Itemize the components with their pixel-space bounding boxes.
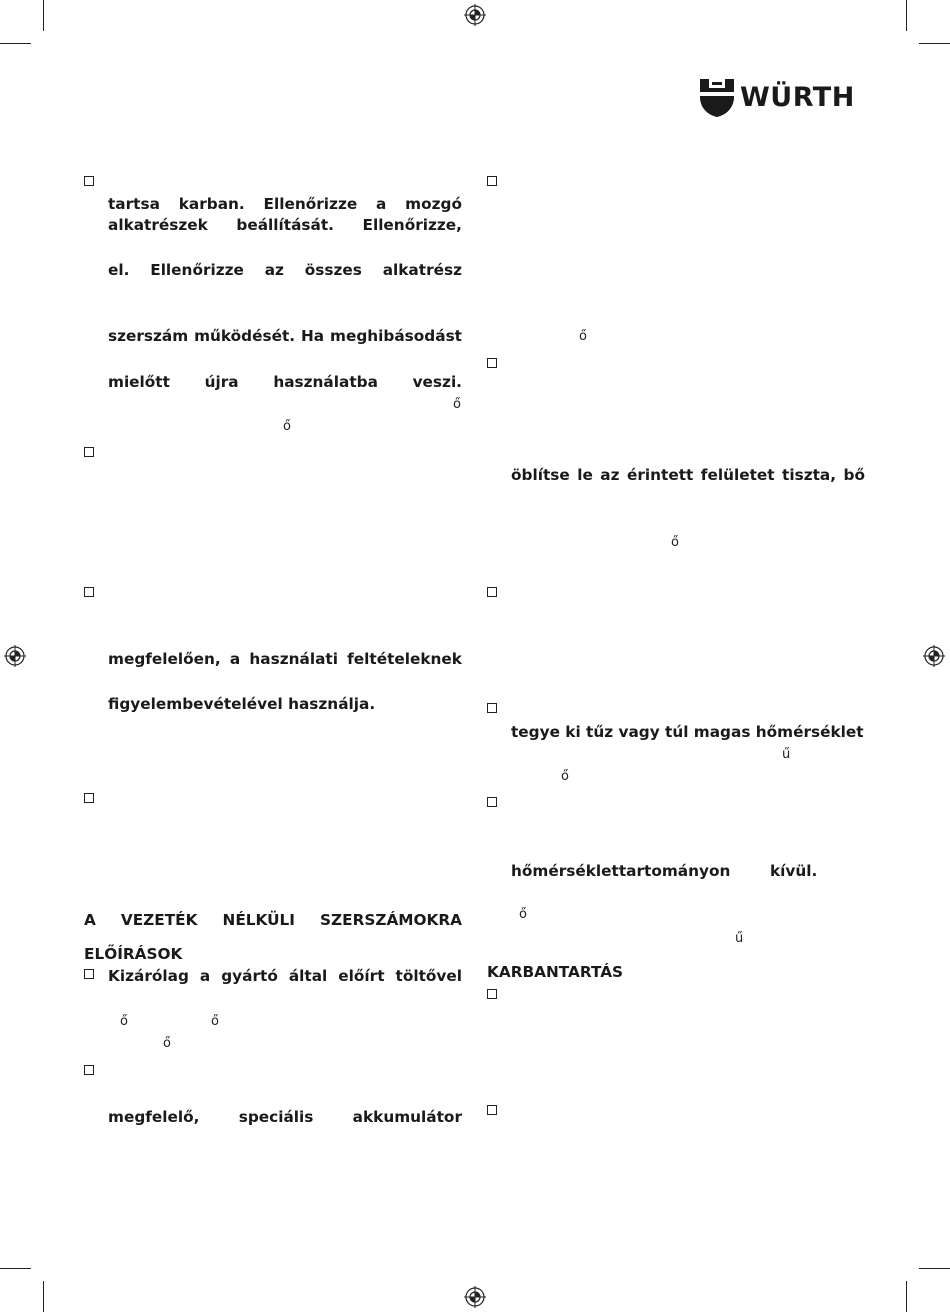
glyph-right-a: ő <box>579 329 587 344</box>
section-heading-cordless-line-2: ELŐÍRÁSOK <box>84 945 183 963</box>
brand-name: WÜRTH <box>740 82 855 113</box>
checkbox-right-2 <box>487 358 497 368</box>
checkbox-right-1 <box>487 176 497 186</box>
glyph-right-c: ű <box>782 747 791 762</box>
left-line-4: szerszám működését. Ha meghibásodást <box>108 327 462 345</box>
brand-logo <box>700 79 855 117</box>
left-line-2: alkatrészek beállítását. Ellenőrizze, <box>108 216 462 234</box>
checkbox-left-4 <box>84 793 94 803</box>
checkbox-left-2 <box>84 447 94 457</box>
checkbox-left-5 <box>84 969 94 979</box>
crop-mark-top-right-v <box>906 0 907 31</box>
crop-mark-top-right-h <box>919 43 950 44</box>
section-heading-cordless-line-1: A VEZETÉK NÉLKÜLI SZERSZÁMOKRA <box>84 911 462 929</box>
glyph-left-e: ő <box>163 1036 171 1051</box>
crop-mark-bottom-left-h <box>0 1268 31 1269</box>
registration-mark-bottom-icon <box>464 1286 486 1308</box>
left-line-1: tartsa karban. Ellenőrizze a mozgó <box>108 195 462 213</box>
glyph-right-b: ő <box>671 535 679 550</box>
right-line-1: öblítse le az érintett felületet tiszta, bő <box>511 466 865 484</box>
checkbox-left-6 <box>84 1065 94 1075</box>
glyph-left-a: ő <box>453 397 461 412</box>
right-line-3a: hőmérséklettartományon <box>511 862 731 880</box>
left-line-5: mielőtt újra használatba veszi. <box>108 373 462 391</box>
crop-mark-bottom-left-v <box>43 1281 44 1312</box>
crop-mark-top-left-v <box>43 0 44 31</box>
section-heading-maintenance: KARBANTARTÁS <box>487 963 624 981</box>
glyph-left-d: ő <box>211 1014 219 1029</box>
glyph-right-f: ű <box>735 931 744 946</box>
registration-mark-left-icon <box>4 645 26 667</box>
crop-mark-top-left-h <box>0 43 31 44</box>
crop-mark-bottom-right-v <box>906 1281 907 1312</box>
checkbox-left-1 <box>84 176 94 186</box>
left-line-7: figyelembevételével használja. <box>108 695 376 713</box>
checkbox-right-5 <box>487 797 497 807</box>
checkbox-right-6 <box>487 989 497 999</box>
right-line-3b: kívül. <box>770 862 818 880</box>
crop-mark-bottom-right-h <box>919 1268 950 1269</box>
registration-mark-top-icon <box>464 4 486 26</box>
left-line-9: megfelelő, speciális akkumulátor <box>108 1108 462 1126</box>
glyph-right-e: ő <box>519 907 527 922</box>
checkbox-left-3 <box>84 587 94 597</box>
left-line-6: megfelelően, a használati feltételeknek <box>108 650 462 668</box>
right-line-2: tegye ki tűz vagy túl magas hőmérséklet <box>511 723 864 741</box>
glyph-left-b: ő <box>283 419 291 434</box>
checkbox-right-3 <box>487 587 497 597</box>
checkbox-right-4 <box>487 703 497 713</box>
left-line-3: el. Ellenőrizze az összes alkatrész <box>108 261 462 279</box>
glyph-right-d: ő <box>561 769 569 784</box>
checkbox-right-7 <box>487 1105 497 1115</box>
glyph-left-c: ő <box>120 1014 128 1029</box>
registration-mark-right-icon <box>923 645 945 667</box>
wurth-emblem-icon <box>700 79 734 117</box>
left-line-8: Kizárólag a gyártó által előírt töltővel <box>108 967 462 985</box>
